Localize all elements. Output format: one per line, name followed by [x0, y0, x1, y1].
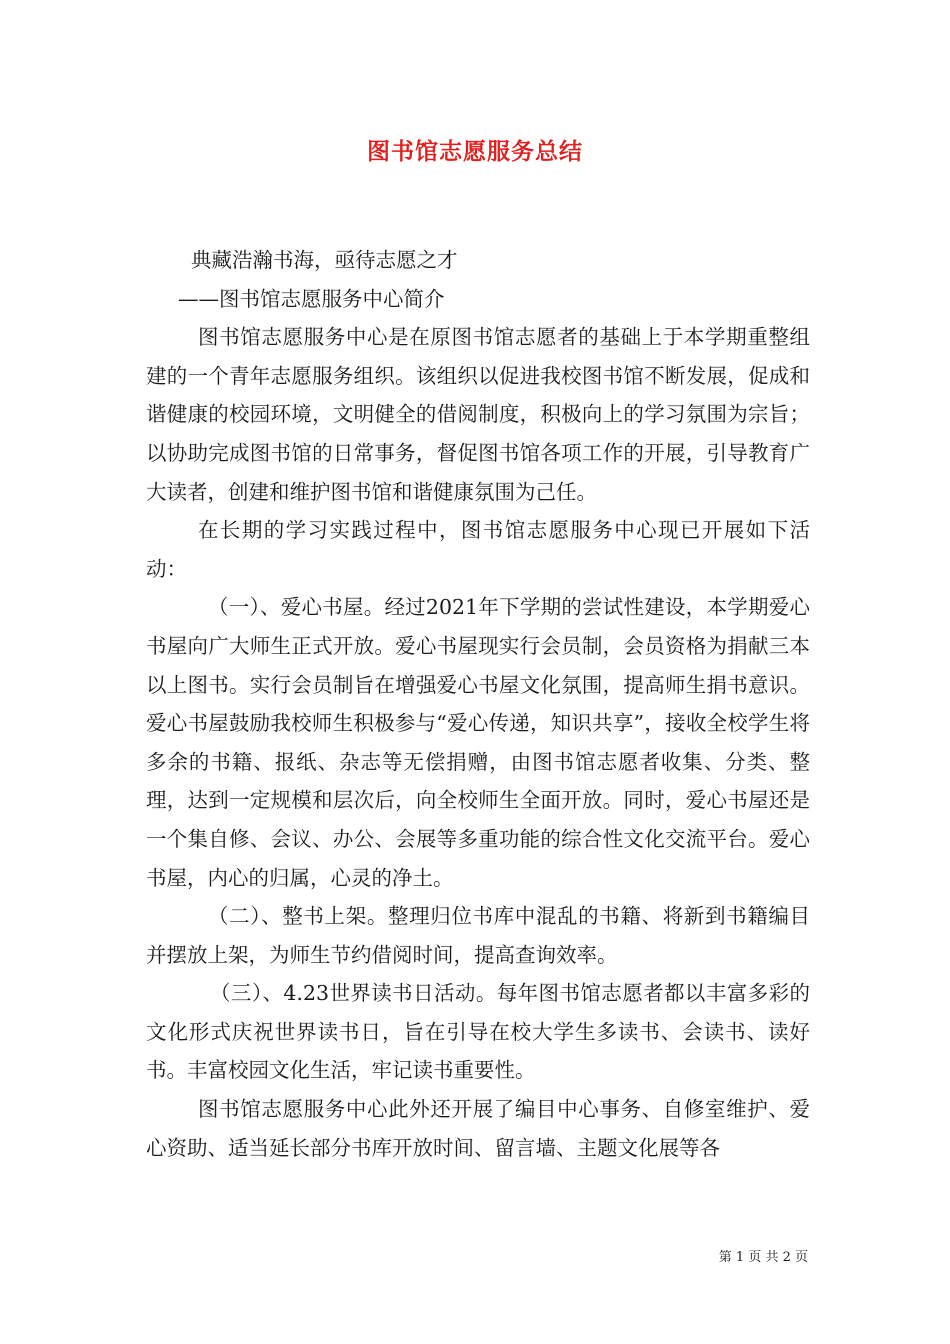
subtitle-line: ——图书馆志愿服务中心简介	[178, 286, 445, 311]
document-body	[146, 241, 810, 1167]
activities-intro-paragraph: 在长期的学习实践过程中，图书馆志愿服务中心现已开展如下活动：	[146, 518, 810, 581]
page-number-label: 第 1 页 共 2 页	[718, 1250, 808, 1265]
motto-line: 典藏浩瀚书海，亟待志愿之才	[191, 248, 458, 272]
activity-shelving-paragraph: （二）、整书上架。整理归位书库中混乱的书籍、将新到书籍编目并摆放上架，为师生节约借阅时间，提高查询效率。	[146, 904, 810, 967]
activity-reading-day-paragraph: （三）、4.23世界读书日活动。每年图书馆志愿者都以丰富多彩的文化形式庆祝世界读书日，旨在引导在校大学生多读书、会读书、读好书。丰富校园文化生活，牢记读书重要性。	[146, 981, 810, 1083]
document-title: 图书馆志愿服务总结	[367, 138, 583, 165]
page-number-footer	[719, 1246, 808, 1265]
intro-paragraph: 图书馆志愿服务中心是在原图书馆志愿者的基础上于本学期重整组建的一个青年志愿服务组织。该组织以促进我校图书馆不断发展，促成和谐健康的校园环境，文明健全的借阅制度，积极向上的学习氛围为宗旨；以协助完成图书馆的日常事务，督促图书馆各项工作的开展，引导教育广大读者，创建和维护图书馆和谐健康氛围为己任。	[146, 325, 810, 504]
other-activities-paragraph: 图书馆志愿服务中心此外还开展了编目中心事务、自修室维护、爱心资助、适当延长部分书库开放时间、留言墙、主题文化展等各	[146, 1097, 810, 1160]
activity-love-bookhouse-paragraph: （一）、爱心书屋。经过2021年下学期的尝试性建设，本学期爱心书屋向广大师生正式开放。爱心书屋现实行会员制，会员资格为捐献三本以上图书。实行会员制旨在增强爱心书屋文化氛围，提高师生捐书意识。爱心书屋鼓励我校师生积极参与“爱心传递，知识共享”，接收全校学生将多余的书籍、报纸、杂志等无偿捐赠，由图书馆志愿者收集、分类、整理，达到一定规模和层次后，向全校师生全面开放。同时，爱心书屋还是一个集自修、会议、办公、会展等多重功能的综合性文化交流平台。爱心书屋，内心的归属，心灵的净土。	[146, 595, 810, 890]
